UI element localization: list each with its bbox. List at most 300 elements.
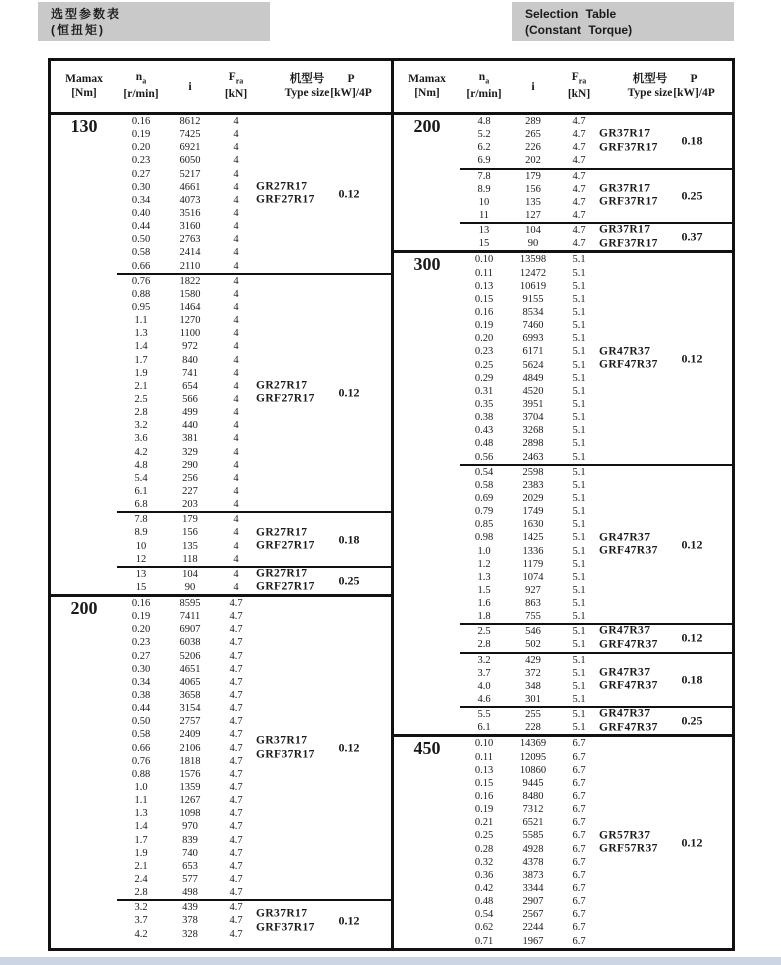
power-value: 0.37 <box>681 229 703 244</box>
fra-value: 5.1 <box>572 280 586 292</box>
type-size-line1: GR37R17 <box>599 182 651 195</box>
na-value: 6.8 <box>134 499 148 511</box>
fra-value: 6.7 <box>572 883 586 895</box>
na-value: 4.2 <box>134 446 148 458</box>
mamax-group <box>394 734 732 947</box>
fra-value: 4 <box>233 540 239 552</box>
fra-value: 4 <box>233 499 239 511</box>
na-value: 0.31 <box>474 385 494 397</box>
table-row <box>460 895 732 908</box>
ratio-value: 2414 <box>179 247 201 259</box>
ratio-value: 90 <box>527 238 539 250</box>
fra-value: 6.7 <box>572 843 586 855</box>
fra-value: 4 <box>233 568 239 580</box>
ratio-value: 227 <box>182 485 198 497</box>
fra-value: 4.7 <box>572 170 586 182</box>
na-value: 0.20 <box>131 624 151 636</box>
ratio-value: 9445 <box>522 777 544 789</box>
ratio-value: 498 <box>182 887 198 899</box>
fra-value: 4.7 <box>572 116 586 127</box>
ratio-blocks <box>117 597 391 941</box>
table-row <box>117 115 391 128</box>
table-row <box>460 777 732 790</box>
mamax-column <box>394 115 460 250</box>
na-value: 1.3 <box>477 571 491 583</box>
fra-value: 4 <box>233 221 239 233</box>
na-value: 3.7 <box>134 915 148 927</box>
na-value: 2.5 <box>134 393 148 405</box>
fra-value: 5.1 <box>572 346 586 358</box>
title-en-line2: (Constant Torque) <box>525 23 633 37</box>
mamax-column <box>394 253 460 734</box>
table-row <box>460 319 732 332</box>
ratio-value: 1818 <box>179 755 201 767</box>
fra-value: 6.7 <box>572 935 586 947</box>
mamax-group <box>51 115 391 594</box>
na-value: 0.20 <box>474 333 494 345</box>
ratio-value: 13598 <box>519 254 547 266</box>
ratio-value: 1336 <box>522 545 544 557</box>
na-value: 0.69 <box>474 492 494 504</box>
ratio-value: 381 <box>182 433 198 445</box>
na-value: 0.11 <box>475 267 493 279</box>
na-value: 0.54 <box>474 909 494 921</box>
fra-value: 4 <box>233 155 239 167</box>
type-size-line1: GR47R37 <box>599 666 651 679</box>
fra-value: 4.7 <box>229 624 243 636</box>
table-row <box>460 267 732 280</box>
title-cn-line1: 选型参数表 <box>51 7 122 21</box>
na-value: 0.44 <box>131 221 151 233</box>
fra-value: 5.1 <box>572 412 586 424</box>
ratio-value: 3268 <box>522 425 544 437</box>
ratio-value: 5206 <box>179 650 201 662</box>
ratio-value: 1074 <box>522 571 544 583</box>
ratio-value: 179 <box>182 514 198 526</box>
fra-value: 4 <box>233 581 239 593</box>
na-value: 1.0 <box>477 545 491 557</box>
ratio-value: 3873 <box>522 869 544 881</box>
na-value: 1.7 <box>134 354 148 366</box>
na-value: 0.76 <box>131 275 151 287</box>
na-value: 15 <box>135 581 147 593</box>
table-row <box>117 623 391 636</box>
ratio-value: 440 <box>182 420 198 432</box>
fra-value: 6.7 <box>572 804 586 816</box>
fra-value: 5.1 <box>572 320 586 332</box>
ratio-value: 755 <box>525 611 541 623</box>
ratio-value: 7411 <box>179 611 201 623</box>
table-row <box>117 367 391 380</box>
na-value: 7.8 <box>134 514 148 526</box>
fra-value: 5.1 <box>572 694 586 706</box>
ratio-value: 863 <box>525 598 541 610</box>
na-value: 0.66 <box>131 742 151 754</box>
ratio-value: 2029 <box>522 492 544 504</box>
table-row <box>117 340 391 353</box>
fra-value: 5.1 <box>572 545 586 557</box>
fra-value: 5.1 <box>572 466 586 478</box>
table-row <box>460 816 732 829</box>
fra-value: 4 <box>233 459 239 471</box>
ratio-value: 4520 <box>522 385 544 397</box>
na-value: 4.2 <box>134 928 148 940</box>
power-value: 0.12 <box>338 913 360 928</box>
ratio-value: 1098 <box>179 808 201 820</box>
type-size-line1: GR47R37 <box>599 624 651 637</box>
table-row <box>117 141 391 154</box>
ratio-value: 378 <box>182 915 198 927</box>
na-value: 1.8 <box>477 611 491 623</box>
table-row <box>117 260 391 273</box>
table-row <box>460 518 732 531</box>
type-size-line1: GR37R17 <box>256 734 308 747</box>
ratio-value: 653 <box>182 860 198 872</box>
fra-value: 6.7 <box>572 922 586 934</box>
table-row <box>460 154 732 167</box>
table-row <box>460 479 732 492</box>
ratio-value: 2763 <box>179 234 201 246</box>
table-row <box>117 301 391 314</box>
header-i: i <box>188 78 192 93</box>
na-value: 0.13 <box>474 764 494 776</box>
fra-value: 4 <box>233 260 239 272</box>
na-value: 0.20 <box>131 142 151 154</box>
na-value: 0.30 <box>131 181 151 193</box>
fra-value: 5.1 <box>572 519 586 531</box>
table-row <box>460 935 732 948</box>
fra-value: 6.7 <box>572 738 586 750</box>
fra-value: 5.1 <box>572 492 586 504</box>
fra-value: 4.7 <box>572 142 586 154</box>
table-row <box>117 689 391 702</box>
na-value: 3.2 <box>134 902 148 914</box>
table-row <box>460 869 732 882</box>
fra-value: 4.7 <box>229 928 243 940</box>
ratio-value: 1822 <box>179 275 201 287</box>
ratio-value: 4661 <box>179 181 201 193</box>
na-value: 0.36 <box>474 869 494 881</box>
table-row <box>117 314 391 327</box>
ratio-block <box>117 511 391 566</box>
table-row <box>460 610 732 623</box>
na-value: 0.10 <box>474 254 494 266</box>
ratio-value: 3704 <box>522 412 544 424</box>
fra-value: 5.1 <box>572 639 586 651</box>
fra-value: 4 <box>233 207 239 219</box>
fra-value: 5.1 <box>572 359 586 371</box>
selection-table <box>48 58 735 951</box>
fra-value: 4 <box>233 407 239 419</box>
fra-value: 4 <box>233 181 239 193</box>
table-row <box>117 472 391 485</box>
type-size-line1: GR27R17 <box>256 567 308 580</box>
ratio-value: 8612 <box>179 116 201 127</box>
na-value: 2.1 <box>134 860 148 872</box>
table-row <box>117 446 391 459</box>
fra-value: 4.7 <box>229 650 243 662</box>
ratio-value: 5624 <box>522 359 544 371</box>
ratio-value: 5585 <box>522 830 544 842</box>
na-value: 0.19 <box>474 804 494 816</box>
na-value: 0.58 <box>474 479 494 491</box>
ratio-value: 546 <box>525 626 541 638</box>
na-value: 0.85 <box>474 519 494 531</box>
table-row <box>117 154 391 167</box>
na-value: 7.8 <box>477 170 491 182</box>
table-row <box>117 406 391 419</box>
ratio-value: 927 <box>525 584 541 596</box>
na-value: 5.2 <box>477 129 491 141</box>
na-value: 0.54 <box>474 466 494 478</box>
type-size-line2: GRF37R17 <box>256 921 315 933</box>
type-size-line2: GRF27R17 <box>256 392 315 405</box>
na-value: 1.7 <box>134 834 148 846</box>
na-value: 0.19 <box>131 611 151 623</box>
na-value: 0.58 <box>131 729 151 741</box>
header-power-label: P <box>347 73 355 85</box>
fra-value: 4.7 <box>229 716 243 728</box>
power-value: 0.18 <box>681 672 703 687</box>
fra-value: 4 <box>233 553 239 565</box>
table-row <box>117 553 391 566</box>
ratio-value: 4849 <box>522 372 544 384</box>
type-size-line2: GRF47R37 <box>599 721 658 734</box>
fra-value: 4.7 <box>229 676 243 688</box>
fra-value: 4.7 <box>229 847 243 859</box>
na-value: 0.27 <box>131 650 151 662</box>
na-value: 2.1 <box>134 380 148 392</box>
fra-value: 6.7 <box>572 830 586 842</box>
na-value: 5.4 <box>134 472 148 484</box>
fra-value: 4 <box>233 393 239 405</box>
header-mamax-label: Mamax <box>65 73 103 85</box>
header-mamax-unit: [Nm] <box>71 86 97 99</box>
ratio-value: 2383 <box>522 479 544 491</box>
ratio-value: 12472 <box>519 267 547 279</box>
ratio-value: 10860 <box>519 764 547 776</box>
table-row <box>117 847 391 860</box>
na-value: 12 <box>135 553 147 565</box>
fra-value: 4 <box>233 367 239 379</box>
fra-value: 4 <box>233 234 239 246</box>
type-size-line2: GRF27R17 <box>256 580 315 593</box>
ratio-value: 2898 <box>522 438 544 450</box>
fra-value: 5.1 <box>572 333 586 345</box>
fra-value: 4.7 <box>229 887 243 899</box>
ratio-value: 329 <box>182 446 198 458</box>
ratio-block <box>117 566 391 594</box>
table-row <box>117 928 391 941</box>
header-na <box>460 61 508 112</box>
na-value: 0.10 <box>474 738 494 750</box>
ratio-value: 104 <box>525 225 541 237</box>
ratio-value: 4928 <box>522 843 544 855</box>
ratio-value: 970 <box>182 821 198 833</box>
table-row <box>117 807 391 820</box>
table-row <box>117 459 391 472</box>
ratio-value: 6521 <box>522 817 544 829</box>
fra-value: 5.1 <box>572 293 586 305</box>
fra-value: 4.7 <box>229 663 243 675</box>
type-size-line1: GR37R17 <box>599 127 651 140</box>
ratio-value: 7425 <box>179 129 201 141</box>
table-row <box>117 610 391 623</box>
type-size-line2: GRF47R37 <box>599 638 658 651</box>
mamax-column <box>51 115 117 594</box>
ratio-value: 2567 <box>522 909 544 921</box>
na-value: 2.5 <box>477 626 491 638</box>
type-size-line1: GR47R37 <box>599 707 651 720</box>
na-value: 1.9 <box>134 847 148 859</box>
table-header-right <box>394 61 732 115</box>
type-size-line2: GRF27R17 <box>256 539 315 552</box>
type-size-line1: GR47R37 <box>599 345 651 358</box>
fra-value: 4.7 <box>229 768 243 780</box>
ratio-value: 104 <box>182 568 198 580</box>
ratio-value: 8595 <box>179 598 201 610</box>
table-row <box>460 882 732 895</box>
ratio-block <box>117 115 391 273</box>
header-na-label: $n_a$ <box>478 71 490 86</box>
table-row <box>460 170 732 183</box>
ratio-value: 255 <box>525 709 541 721</box>
table-row <box>117 901 391 914</box>
ratio-value: 6171 <box>522 346 544 358</box>
table-row <box>117 834 391 847</box>
na-value: 1.1 <box>134 795 148 807</box>
ratio-value: 1179 <box>522 558 544 570</box>
header-type-cn: 机型号 <box>632 73 668 85</box>
type-size-line1: GR27R17 <box>256 526 308 538</box>
ratio-value: 3154 <box>179 703 201 715</box>
table-body-left <box>51 115 391 948</box>
fra-value: 4.7 <box>572 225 586 237</box>
fra-value: 4 <box>233 527 239 539</box>
table-row <box>460 737 732 750</box>
fra-value: 4.7 <box>572 209 586 221</box>
header-na-unit: [r/min] <box>123 88 159 101</box>
table-row <box>117 650 391 663</box>
ratio-value: 1425 <box>522 532 544 544</box>
na-value: 0.38 <box>474 412 494 424</box>
ratio-value: 3951 <box>522 398 544 410</box>
na-value: 0.34 <box>131 676 151 688</box>
fra-value: 4.7 <box>229 834 243 846</box>
ratio-value: 226 <box>525 142 541 154</box>
ratio-block <box>460 737 732 947</box>
ratio-value: 1630 <box>522 519 544 531</box>
na-value: 0.98 <box>474 532 494 544</box>
na-value: 1.2 <box>477 558 491 570</box>
na-value: 0.76 <box>131 755 151 767</box>
table-right-half <box>391 61 732 948</box>
power-value: 0.12 <box>338 186 360 201</box>
fra-value: 4.7 <box>229 915 243 927</box>
table-row <box>460 654 732 667</box>
table-row <box>460 451 732 464</box>
na-value: 0.56 <box>474 451 494 463</box>
header-power-unit: [kW]/4P <box>330 86 372 99</box>
fra-value: 4 <box>233 514 239 526</box>
fra-value: 5.1 <box>572 372 586 384</box>
na-value: 10 <box>478 196 490 208</box>
ratio-value: 654 <box>182 380 198 392</box>
ratio-value: 1967 <box>522 935 544 947</box>
fra-value: 4.7 <box>229 860 243 872</box>
fra-value: 4 <box>233 446 239 458</box>
ratio-value: 90 <box>184 581 196 593</box>
fra-value: 5.1 <box>572 385 586 397</box>
fra-value: 5.1 <box>572 584 586 596</box>
ratio-value: 1359 <box>179 782 201 794</box>
ratio-value: 6038 <box>179 637 201 649</box>
fra-value: 4 <box>233 301 239 313</box>
ratio-value: 2598 <box>522 466 544 478</box>
fra-value: 4 <box>233 168 239 180</box>
fra-value: 6.7 <box>572 896 586 908</box>
power-value: 0.12 <box>681 835 703 850</box>
table-row <box>460 209 732 222</box>
ratio-value: 135 <box>182 540 198 552</box>
table-row <box>117 513 391 526</box>
title-cn-line2: (恒扭矩) <box>51 23 105 37</box>
ratio-value: 1749 <box>522 506 544 518</box>
fra-value: 5.1 <box>572 611 586 623</box>
na-value: 0.88 <box>131 288 151 300</box>
fra-value: 4.7 <box>229 598 243 610</box>
table-row <box>460 253 732 266</box>
mamax-group <box>51 594 391 941</box>
table-row <box>117 233 391 246</box>
fra-value: 4.7 <box>229 782 243 794</box>
fra-value: 4.7 <box>229 902 243 914</box>
fra-value: 5.1 <box>572 479 586 491</box>
fra-value: 4 <box>233 328 239 340</box>
na-value: 2.4 <box>134 874 148 886</box>
ratio-value: 1580 <box>179 288 201 300</box>
na-value: 0.35 <box>474 398 494 410</box>
table-row <box>460 693 732 706</box>
fra-value: 4.7 <box>572 238 586 250</box>
ratio-value: 127 <box>525 209 541 221</box>
fra-value: 6.7 <box>572 856 586 868</box>
ratio-value: 4651 <box>179 663 201 675</box>
fra-value: 5.1 <box>572 626 586 638</box>
na-value: 1.1 <box>134 315 148 327</box>
ratio-value: 372 <box>525 667 541 679</box>
na-value: 4.6 <box>477 694 491 706</box>
ratio-value: 2244 <box>522 922 544 934</box>
ratio-blocks <box>460 737 732 947</box>
na-value: 0.27 <box>131 168 151 180</box>
table-row <box>460 584 732 597</box>
table-row <box>117 207 391 220</box>
na-value: 6.1 <box>477 722 491 734</box>
ratio-block <box>460 168 732 223</box>
fra-value: 5.1 <box>572 722 586 734</box>
na-value: 0.66 <box>131 260 151 272</box>
na-value: 0.28 <box>474 843 494 855</box>
table-row <box>460 372 732 385</box>
table-row <box>460 424 732 437</box>
table-row <box>117 288 391 301</box>
na-value: 2.8 <box>134 887 148 899</box>
fra-value: 4.7 <box>229 742 243 754</box>
ratio-value: 740 <box>182 847 198 859</box>
na-value: 0.32 <box>474 856 494 868</box>
table-row <box>117 820 391 833</box>
